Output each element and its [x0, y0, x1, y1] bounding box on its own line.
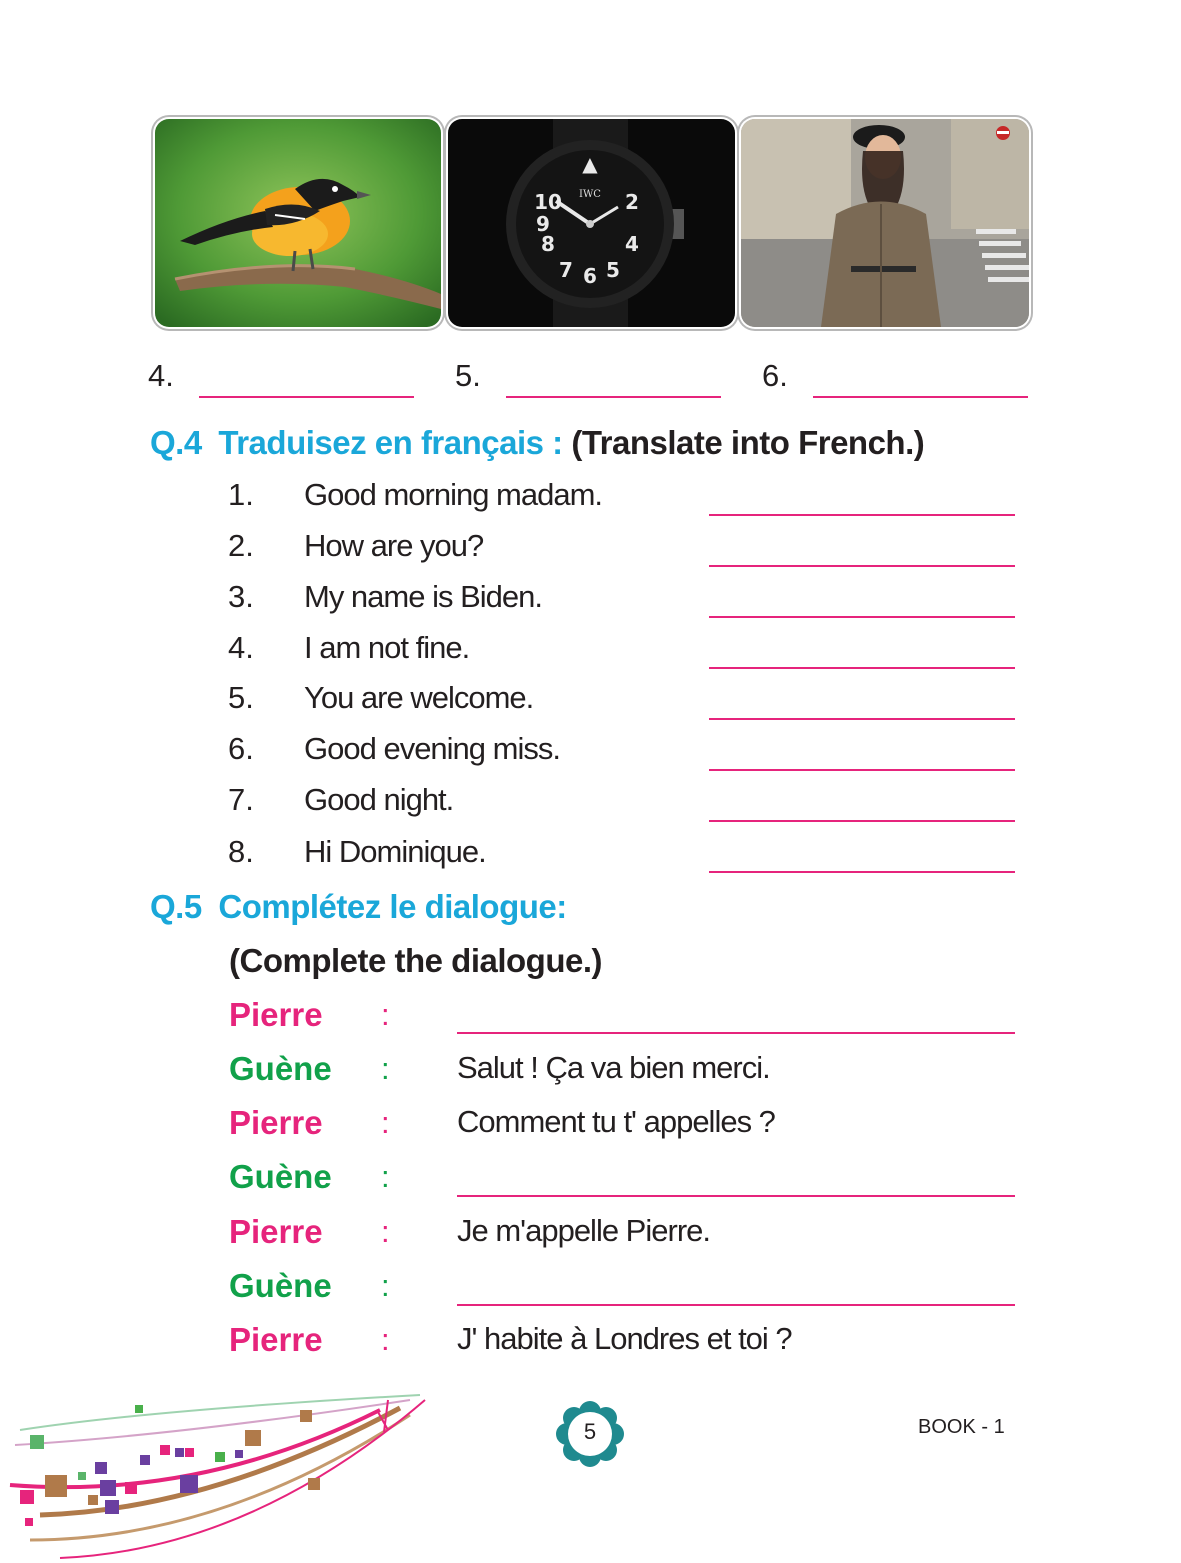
q5-title-fr: Complétez le dialogue: — [218, 888, 567, 925]
svg-text:5: 5 — [606, 258, 620, 282]
watch-photo — [448, 119, 735, 327]
dialogue-colon: : — [381, 1214, 390, 1249]
image-answer-number-4: 4. — [148, 358, 174, 393]
speaker-pierre: Pierre — [229, 1213, 323, 1250]
dialogue-colon: : — [381, 1159, 390, 1194]
q4-answer-line[interactable] — [709, 871, 1015, 873]
dialogue-colon: : — [381, 1105, 390, 1140]
dialogue-line-text: Comment tu t' appelles ? — [457, 1104, 775, 1139]
image-answer-number-5: 5. — [455, 358, 481, 393]
q4-item-number: 4. — [228, 630, 254, 665]
svg-text:4: 4 — [625, 232, 639, 256]
woman-photo — [741, 119, 1029, 327]
svg-text:7: 7 — [559, 258, 573, 282]
q4-answer-line[interactable] — [709, 565, 1015, 567]
q4-item-text: You are welcome. — [304, 680, 534, 715]
q4-item-text: How are you? — [304, 528, 484, 563]
q4-item-text: Good night. — [304, 782, 454, 817]
page-number: 5 — [583, 1419, 597, 1444]
speaker-guene: Guène — [229, 1158, 332, 1195]
speaker-guene: Guène — [229, 1267, 332, 1304]
svg-text:6: 6 — [583, 264, 597, 288]
image-answer-line-5[interactable] — [506, 396, 721, 398]
book-label: BOOK - 1 — [918, 1416, 1005, 1438]
dialogue-answer-line[interactable] — [457, 1304, 1015, 1306]
dialogue-line-text: Je m'appelle Pierre. — [457, 1213, 710, 1248]
dialogue-answer-line[interactable] — [457, 1195, 1015, 1197]
q4-title-en: (Translate into French.) — [571, 424, 925, 461]
q4-answer-line[interactable] — [709, 718, 1015, 720]
q4-item-number: 7. — [228, 782, 254, 817]
dialogue-colon: : — [381, 997, 390, 1032]
q4-item-number: 5. — [228, 680, 254, 715]
q5-title-en: (Complete the dialogue.) — [229, 942, 603, 979]
q5-heading — [150, 888, 567, 926]
q4-heading — [150, 424, 924, 462]
image-answer-line-6[interactable] — [813, 396, 1028, 398]
q4-answer-line[interactable] — [709, 514, 1015, 516]
q4-item-number: 3. — [228, 579, 254, 614]
speaker-pierre: Pierre — [229, 1321, 323, 1358]
svg-text:IWC: IWC — [579, 189, 601, 200]
speaker-guene: Guène — [229, 1050, 332, 1087]
q4-item-text: Hi Dominique. — [304, 834, 486, 869]
q4-number: Q.4 — [150, 424, 202, 461]
q4-item-number: 6. — [228, 731, 254, 766]
dialogue-colon: : — [381, 1322, 390, 1357]
image-answer-line-4[interactable] — [199, 396, 414, 398]
q4-answer-line[interactable] — [709, 769, 1015, 771]
q4-item-text: Good morning madam. — [304, 477, 603, 512]
q4-item-text: Good evening miss. — [304, 731, 560, 766]
speaker-pierre: Pierre — [229, 1104, 323, 1141]
svg-text:▲: ▲ — [582, 152, 598, 176]
svg-text:2: 2 — [625, 190, 639, 214]
q4-item-text: I am not fine. — [304, 630, 470, 665]
svg-text:8: 8 — [541, 232, 555, 256]
q5-number: Q.5 — [150, 888, 202, 925]
image-answer-number-6: 6. — [762, 358, 788, 393]
q4-title-fr: Traduisez en français : — [218, 424, 563, 461]
bird-photo — [155, 119, 441, 327]
svg-text:9: 9 — [536, 212, 550, 236]
q4-item-number: 1. — [228, 477, 254, 512]
q4-item-text: My name is Biden. — [304, 579, 542, 614]
q4-answer-line[interactable] — [709, 820, 1015, 822]
decorative-ribbon-squares — [0, 1390, 430, 1563]
dialogue-line-text: Salut ! Ça va bien merci. — [457, 1050, 770, 1085]
dialogue-line-text: J' habite à Londres et toi ? — [457, 1321, 792, 1356]
speaker-pierre: Pierre — [229, 996, 323, 1033]
q4-item-number: 2. — [228, 528, 254, 563]
dialogue-colon: : — [381, 1051, 390, 1086]
q4-answer-line[interactable] — [709, 667, 1015, 669]
svg-text:10: 10 — [534, 190, 562, 214]
dialogue-answer-line[interactable] — [457, 1032, 1015, 1034]
q4-answer-line[interactable] — [709, 616, 1015, 618]
q4-item-number: 8. — [228, 834, 254, 869]
dialogue-colon: : — [381, 1268, 390, 1303]
